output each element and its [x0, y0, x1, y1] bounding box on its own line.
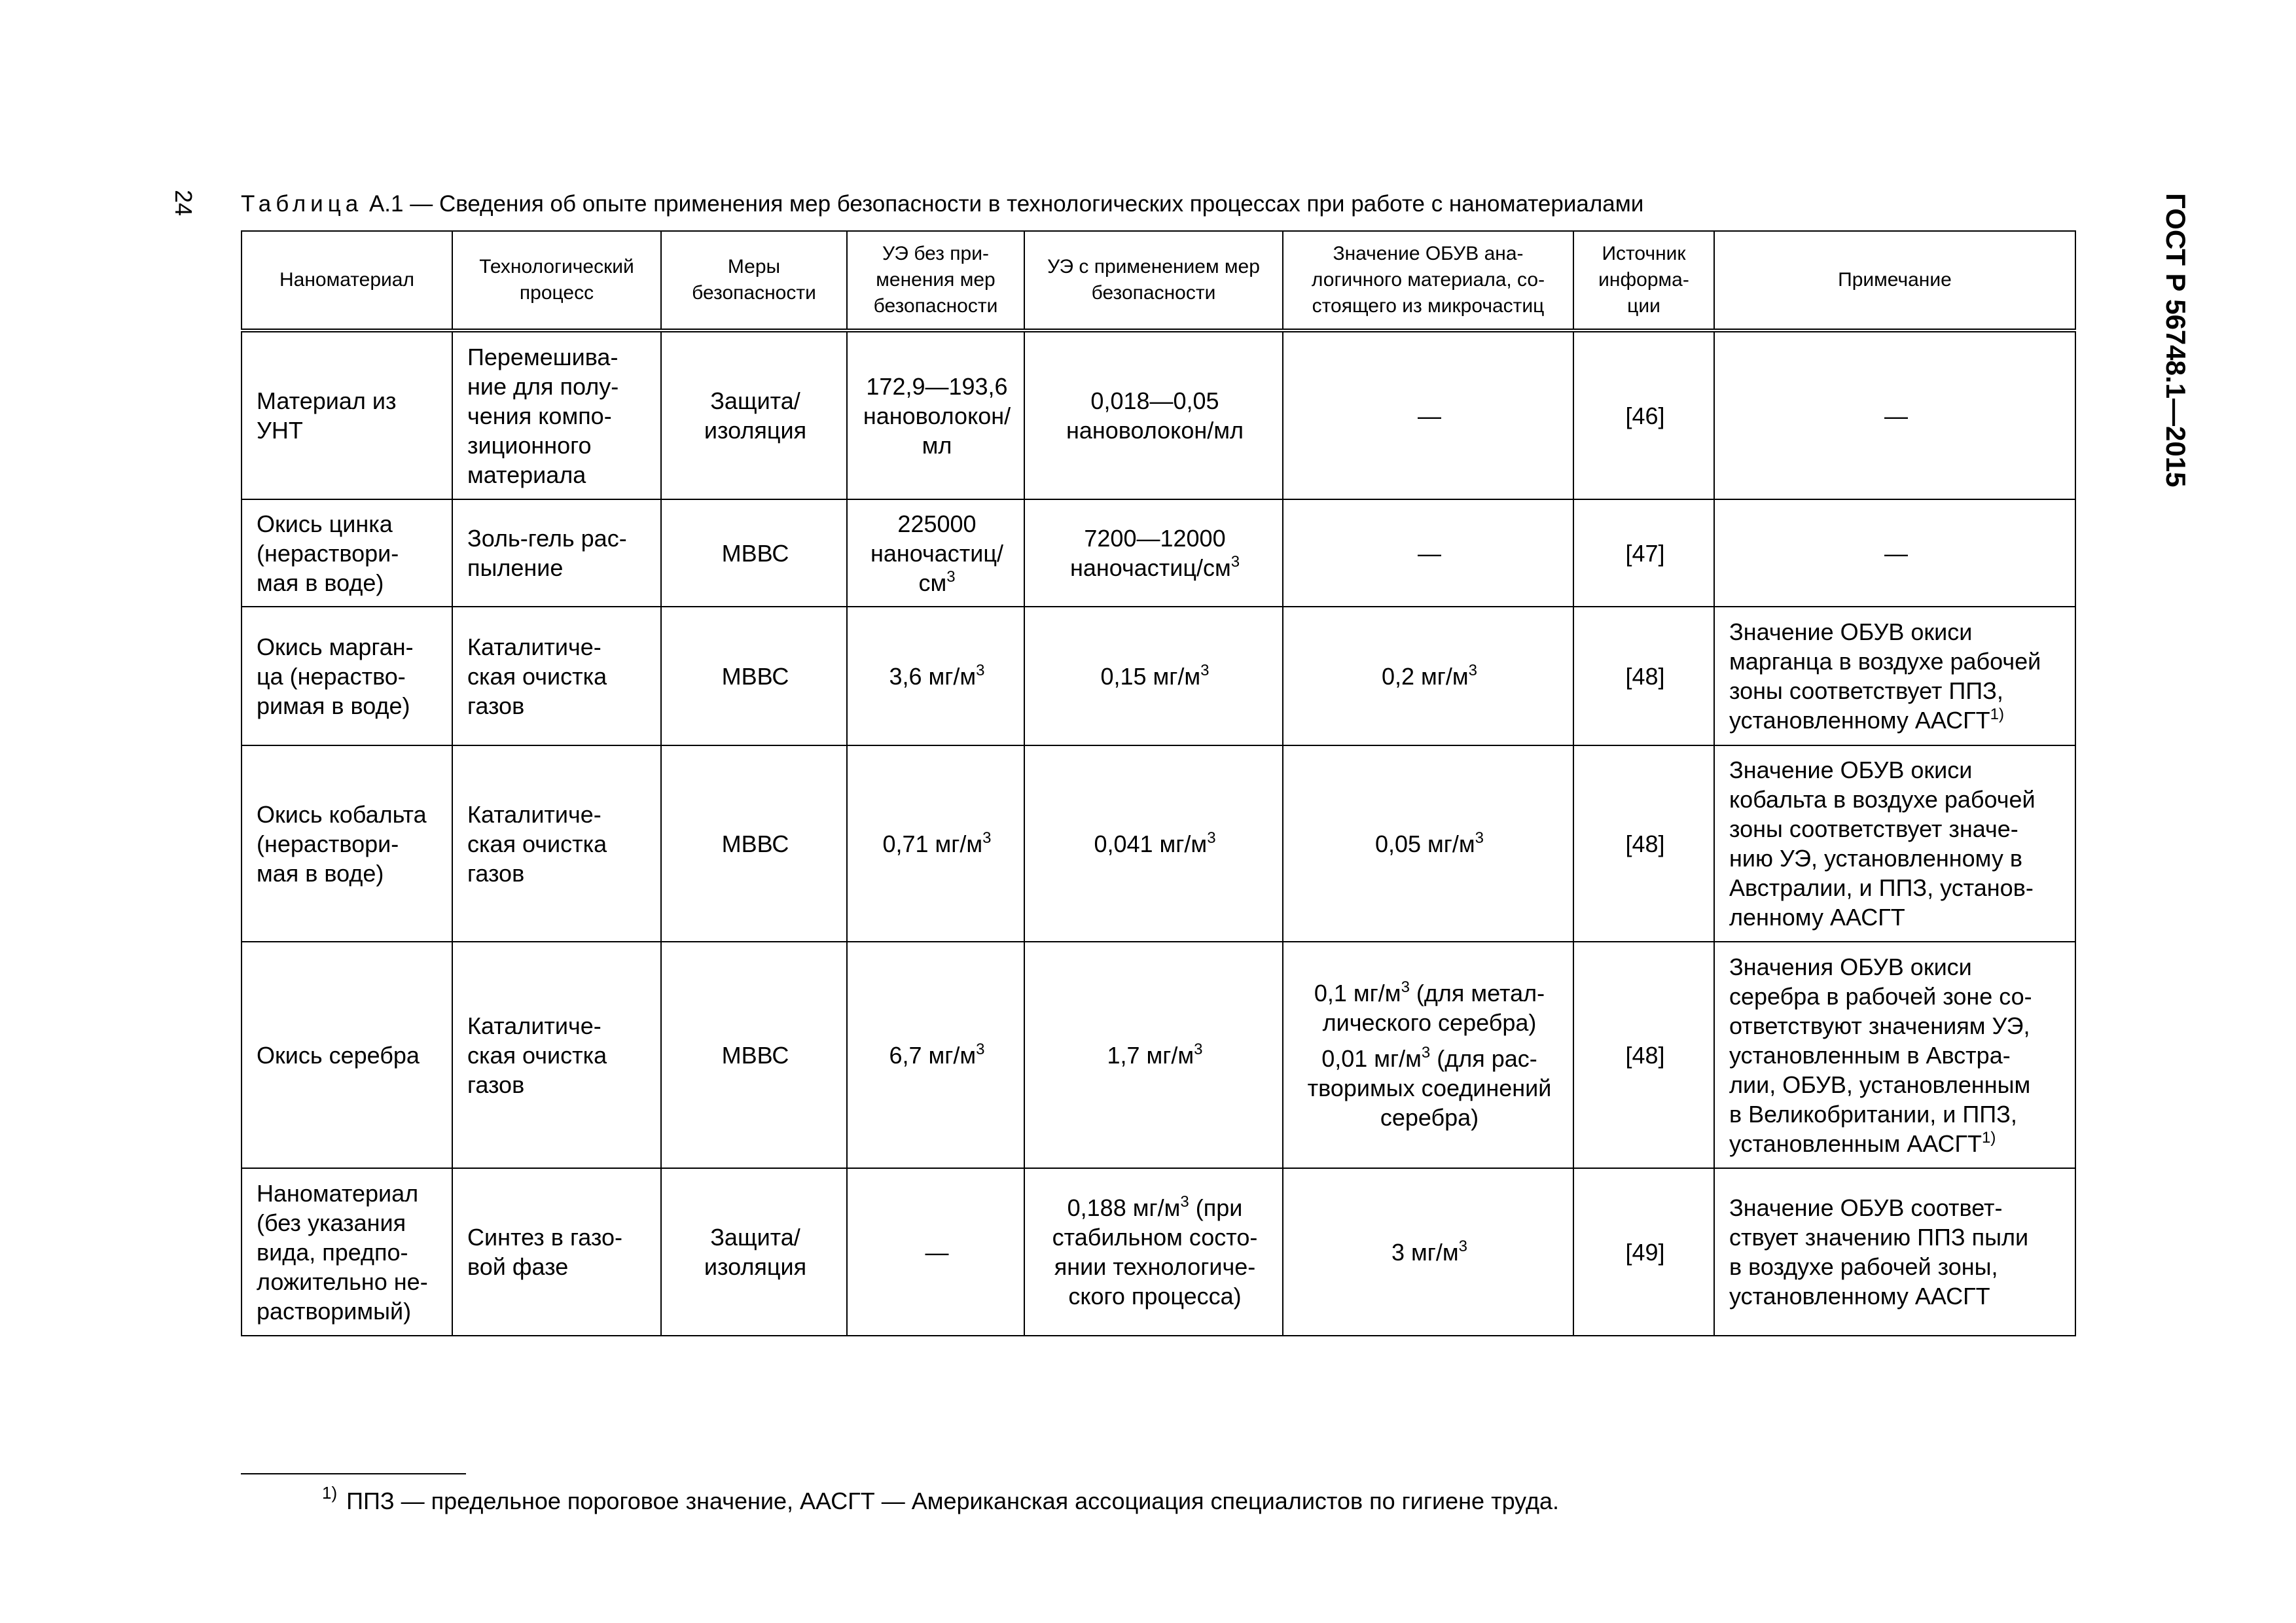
cell-ue-with — [1024, 1168, 1283, 1336]
cell-note: Значение ОБУВ окиси кобальта в воздухе рабочей зоны соответствует значе- нию УЭ, установленному в Австралии, и ППЗ, установ- ленному ААСГТ — [1714, 745, 2075, 942]
superscript: 3 — [1401, 978, 1410, 996]
value-text: (для рас- творимых соединений серебра) — [1307, 1044, 1552, 1131]
standard-code: ГОСТ Р 56748.1—2015 — [2161, 193, 2191, 488]
value-text: 225000 наночастиц/ см — [870, 510, 1003, 596]
table-header-row — [242, 231, 2075, 330]
value-text: 0,71 мг/м — [882, 830, 983, 857]
cell-ue-with — [1024, 607, 1283, 745]
superscript: 3 — [1475, 829, 1484, 847]
cell-process: Золь-гель рас- пыление — [452, 499, 661, 607]
superscript: 3 — [976, 661, 985, 679]
cell-source: [49] — [1573, 1168, 1714, 1336]
value-text: 3,6 мг/м — [889, 662, 977, 690]
cell-obuv — [1283, 745, 1573, 942]
header-ue-with: УЭ с применением мер безопасности — [1024, 231, 1283, 330]
cell-measures: МВВС — [661, 607, 847, 745]
table-caption-label: Таблица — [241, 191, 363, 217]
header-process: Технологический процесс — [452, 231, 661, 330]
obuv-soluble — [1298, 1044, 1561, 1132]
value-text: 0,01 мг/м — [1321, 1044, 1422, 1072]
table-caption — [241, 188, 1643, 220]
footnote-ref: 1) — [1990, 705, 2004, 723]
value-text: 1,7 мг/м — [1107, 1041, 1194, 1069]
cell-process: Синтез в газо- вой фазе — [452, 1168, 661, 1336]
cell-ue-without — [847, 607, 1024, 745]
cell-ue-without — [847, 499, 1024, 607]
footnote — [322, 1483, 1560, 1517]
cell-measures: МВВС — [661, 942, 847, 1168]
cell-measures: МВВС — [661, 499, 847, 607]
cell-note — [1714, 607, 2075, 745]
cell-process: Каталитиче- ская очистка газов — [452, 607, 661, 745]
value-text: 7200—12000 наночастиц/см — [1069, 525, 1231, 581]
value-text: (при стабильном состо- янии технологиче- ского процесса) — [1052, 1194, 1258, 1310]
cell-ue-without — [847, 942, 1024, 1168]
value-text: 0,041 мг/м — [1094, 830, 1208, 857]
cell-process: Перемешива- ние для полу- чения компо- зиционного материала — [452, 330, 661, 499]
superscript: 3 — [1200, 661, 1210, 679]
cell-material: Окись марган- ца (нераство- римая в воде) — [242, 607, 452, 745]
cell-measures: Защита/ изоляция — [661, 330, 847, 499]
table-caption-text: А.1 — Сведения об опыте применения мер безопасности в технологических процессах при работе с наноматериалами — [363, 191, 1644, 217]
note-text: Значение ОБУВ окиси марганца в воздухе рабочей зоны соответствует ППЗ, установленному ААСГТ — [1729, 618, 2041, 734]
footnote-mark: 1) — [322, 1483, 338, 1503]
table-row — [242, 499, 2075, 607]
cell-measures: Защита/ изоляция — [661, 1168, 847, 1336]
cell-source: [47] — [1573, 499, 1714, 607]
superscript: 3 — [1194, 1040, 1203, 1058]
footnote-text: ППЗ — предельное пороговое значение, ААСГТ — Американская ассоциация специалистов по гигиене труда. — [346, 1488, 1560, 1514]
cell-obuv — [1283, 607, 1573, 745]
table-row — [242, 330, 2075, 499]
cell-material: Окись кобальта (нераствори- мая в воде) — [242, 745, 452, 942]
cell-ue-with — [1024, 499, 1283, 607]
cell-process: Каталитиче- ская очистка газов — [452, 942, 661, 1168]
value-text: 0,1 мг/м — [1314, 979, 1401, 1007]
cell-process: Каталитиче- ская очистка газов — [452, 745, 661, 942]
superscript: 3 — [1421, 1043, 1431, 1061]
header-material: Наноматериал — [242, 231, 452, 330]
value-text: 3 мг/м — [1391, 1238, 1459, 1266]
page-number: 24 — [170, 190, 197, 217]
superscript: 3 — [1458, 1237, 1467, 1255]
data-table — [241, 230, 2076, 1336]
footnote-divider — [241, 1473, 466, 1474]
superscript: 3 — [946, 567, 956, 586]
value-text: 0,05 мг/м — [1374, 830, 1475, 857]
value-text: 6,7 мг/м — [889, 1041, 977, 1069]
cell-note: — — [1714, 330, 2075, 499]
cell-obuv: — — [1283, 330, 1573, 499]
cell-material: Наноматериал (без указания вида, предпо- ложительно не- растворимый) — [242, 1168, 452, 1336]
cell-obuv — [1283, 1168, 1573, 1336]
cell-ue-with — [1024, 745, 1283, 942]
cell-source: [46] — [1573, 330, 1714, 499]
cell-obuv — [1283, 942, 1573, 1168]
cell-note: — — [1714, 499, 2075, 607]
table-row — [242, 745, 2075, 942]
header-measures: Меры безопасности — [661, 231, 847, 330]
cell-source: [48] — [1573, 942, 1714, 1168]
value-text: 0,15 мг/м — [1100, 662, 1201, 690]
cell-material: Окись серебра — [242, 942, 452, 1168]
value-text: 0,188 мг/м — [1067, 1194, 1181, 1221]
header-obuv: Значение ОБУВ ана- логичного материала, со- стоящего из микрочастиц — [1283, 231, 1573, 330]
cell-note — [1714, 942, 2075, 1168]
cell-ue-without: 172,9—193,6 нановолокон/ мл — [847, 330, 1024, 499]
cell-obuv: — — [1283, 499, 1573, 607]
superscript: 3 — [1468, 661, 1478, 679]
table-row — [242, 1168, 2075, 1336]
header-note: Примечание — [1714, 231, 2075, 330]
cell-material: Материал из УНТ — [242, 330, 452, 499]
cell-ue-without — [847, 745, 1024, 942]
superscript: 3 — [1230, 553, 1240, 571]
header-source: Источник информа- ции — [1573, 231, 1714, 330]
cell-material: Окись цинка (нераствори- мая в воде) — [242, 499, 452, 607]
obuv-metal — [1298, 978, 1561, 1037]
cell-ue-with — [1024, 942, 1283, 1168]
superscript: 3 — [1207, 829, 1216, 847]
value-text: 0,2 мг/м — [1381, 662, 1469, 690]
table-row — [242, 942, 2075, 1168]
cell-source: [48] — [1573, 745, 1714, 942]
superscript: 3 — [1180, 1193, 1189, 1211]
cell-note: Значение ОБУВ соответ- ствует значению ППЗ пыли в воздухе рабочей зоны, установленному ААСГТ — [1714, 1168, 2075, 1336]
superscript: 3 — [982, 829, 992, 847]
table-row — [242, 607, 2075, 745]
cell-ue-with: 0,018—0,05 нановолокон/мл — [1024, 330, 1283, 499]
cell-measures: МВВС — [661, 745, 847, 942]
value-text: (для метал- лического серебра) — [1322, 979, 1545, 1036]
cell-ue-without: — — [847, 1168, 1024, 1336]
cell-source: [48] — [1573, 607, 1714, 745]
note-text: Значения ОБУВ окиси серебра в рабочей зоне со- ответствуют значениям УЭ, установленным в Австра- лии, ОБУВ, установленным в Великобритании, и ППЗ, установленным ААСГТ — [1729, 953, 2032, 1157]
header-ue-without: УЭ без при- менения мер безопасности — [847, 231, 1024, 330]
footnote-ref: 1) — [1982, 1128, 1996, 1147]
superscript: 3 — [976, 1040, 985, 1058]
